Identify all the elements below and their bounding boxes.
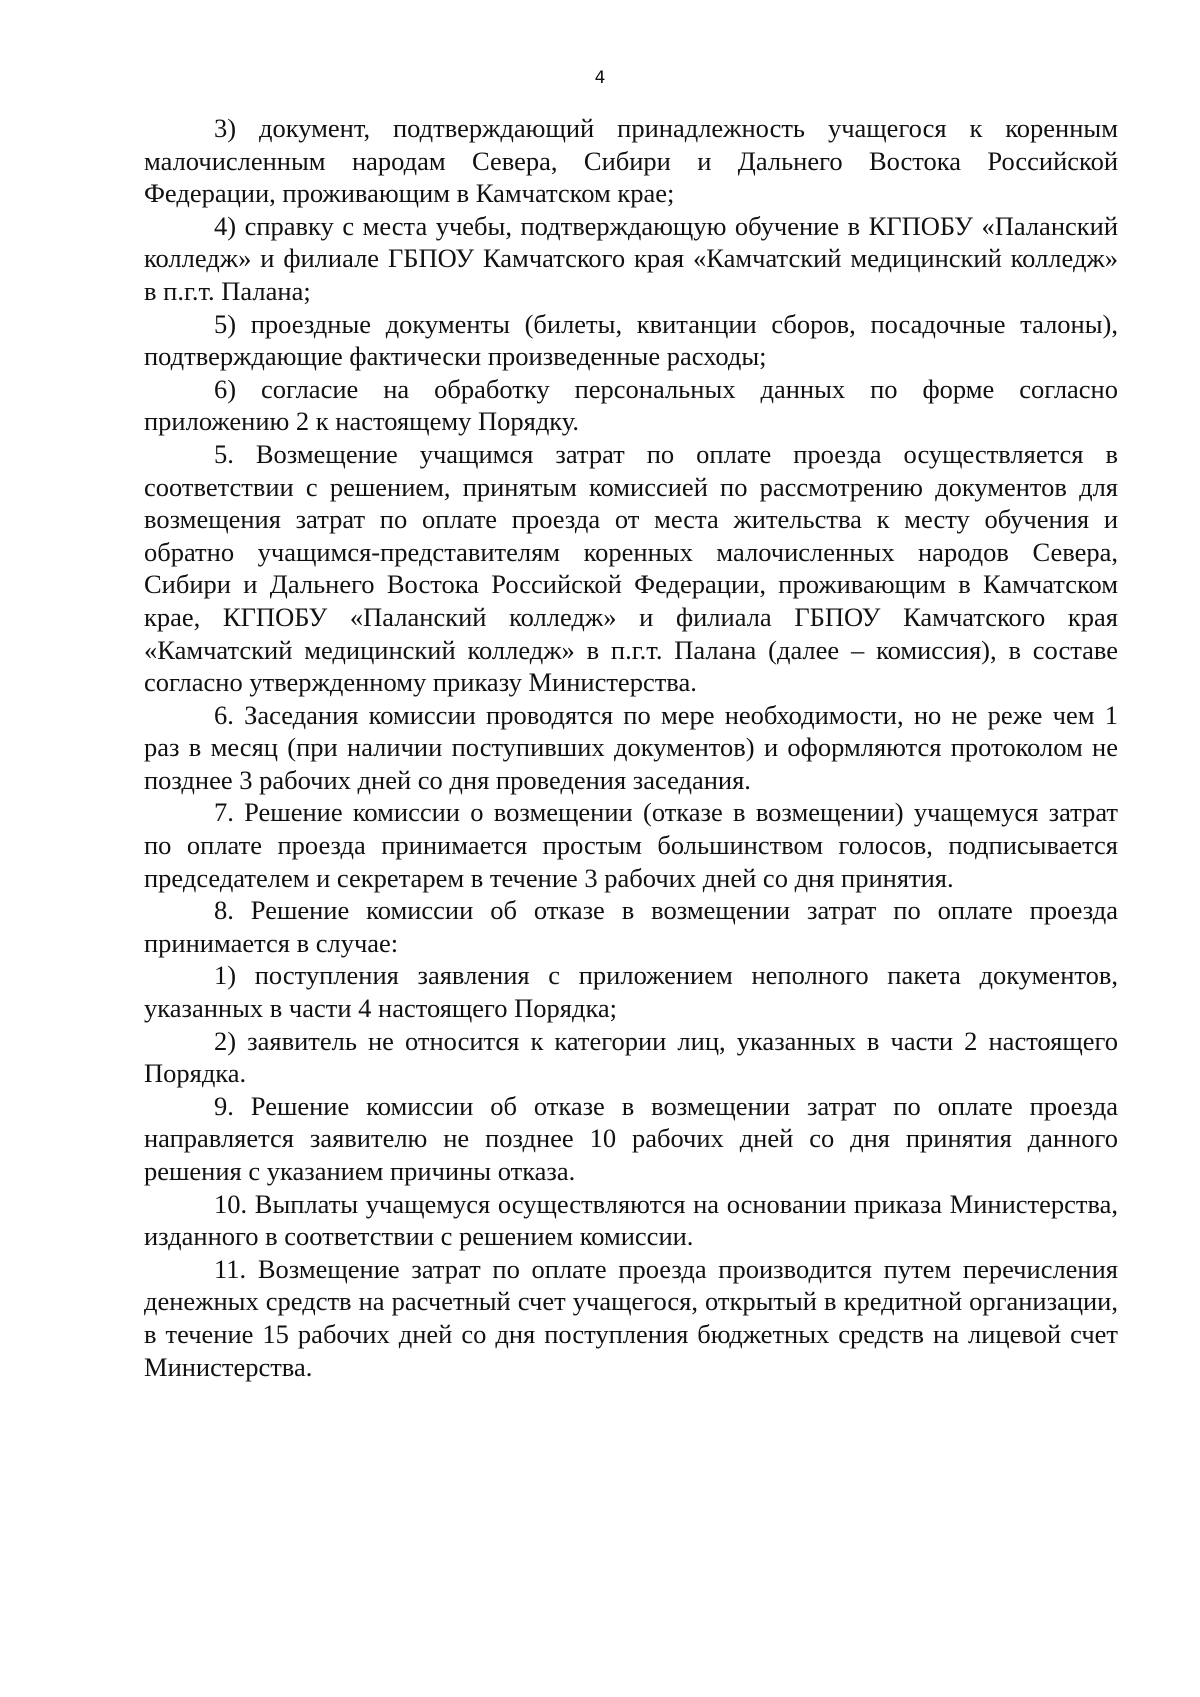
document-body — [144, 112, 1118, 1383]
page-number: 4 — [594, 68, 606, 88]
list-item-travel-documents: 5) проездные документы (билеты, квитанции сборов, посадочные талоны), подтверждающие фактически произведенные расходы; — [144, 308, 1118, 372]
clause-7-decision: 7. Решение комиссии о возмещении (отказе в возмещении) учащемуся затрат по оплате проезда принимается простым большинством голосов, подписывается председателем и секретарем в течение 3 рабочих дней со дня принятия. — [144, 797, 1118, 893]
clause-5-reimbursement: 5. Возмещение учащимся затрат по оплате проезда осуществляется в соответствии с решением, принятым комиссией по рассмотрению документов для возмещения затрат по оплате проезда от места жительства к месту обучения и обратно учащимся-представителям коренных малочисленных народов Севера, Сибири и Дальнего Востока Российской Федерации, проживающим в Камчатском крае, КГПОБУ «Паланский колледж» и филиала ГБПОУ Камчатского края «Камчатский медицинский колледж» в п.г.т. Палана (далее – комиссия), в составе согласно утвержденному приказу Министерства. — [144, 438, 1118, 698]
clause-6-meetings: 6. Заседания комиссии проводятся по мере необходимости, но не реже чем 1 раз в месяц (при наличии поступивших документов) и оформляются протоколом не позднее 3 рабочих дней со дня проведения заседания. — [144, 699, 1118, 795]
clause-10-payments: 10. Выплаты учащемуся осуществляются на основании приказа Министерства, изданного в соответствии с решением комиссии. — [144, 1188, 1118, 1252]
clause-8-refusal: 8. Решение комиссии об отказе в возмещении затрат по оплате проезда принимается в случае: — [144, 895, 1118, 958]
list-item-study-certificate: 4) справку с места учебы, подтверждающую обучение в КГПОБУ «Паланский колледж» и филиале ГБПОУ Камчатского края «Камчатский медицинский колледж» в п.г.т. Палана; — [144, 210, 1118, 306]
refusal-reason-category: 2) заявитель не относится к категории лиц, указанных в части 2 настоящего Порядка. — [144, 1025, 1118, 1089]
list-item-personal-data-consent: 6) согласие на обработку персональных данных по форме согласно приложению 2 к настоящему Порядку. — [144, 373, 1118, 437]
refusal-reason-incomplete-documents: 1) поступления заявления с приложением неполного пакета документов, указанных в части 4 настоящего Порядка; — [144, 960, 1118, 1024]
clause-11-transfer: 11. Возмещение затрат по оплате проезда производится путем перечисления денежных средств на расчетный счет учащегося, открытый в кредитной организации, в течение 15 рабочих дней со дня поступления бюджетных средств на лицевой счет Министерства. — [144, 1253, 1118, 1382]
list-item-document-indigenous: 3) документ, подтверждающий принадлежность учащегося к коренным малочисленным народам Севера, Сибири и Дальнего Востока Российской Федерации, проживающим в Камчатском крае; — [144, 113, 1118, 209]
clause-9-notification: 9. Решение комиссии об отказе в возмещении затрат по оплате проезда направляется заявителю не позднее 10 рабочих дней со дня принятия данного решения с указанием причины отказа. — [144, 1090, 1118, 1186]
